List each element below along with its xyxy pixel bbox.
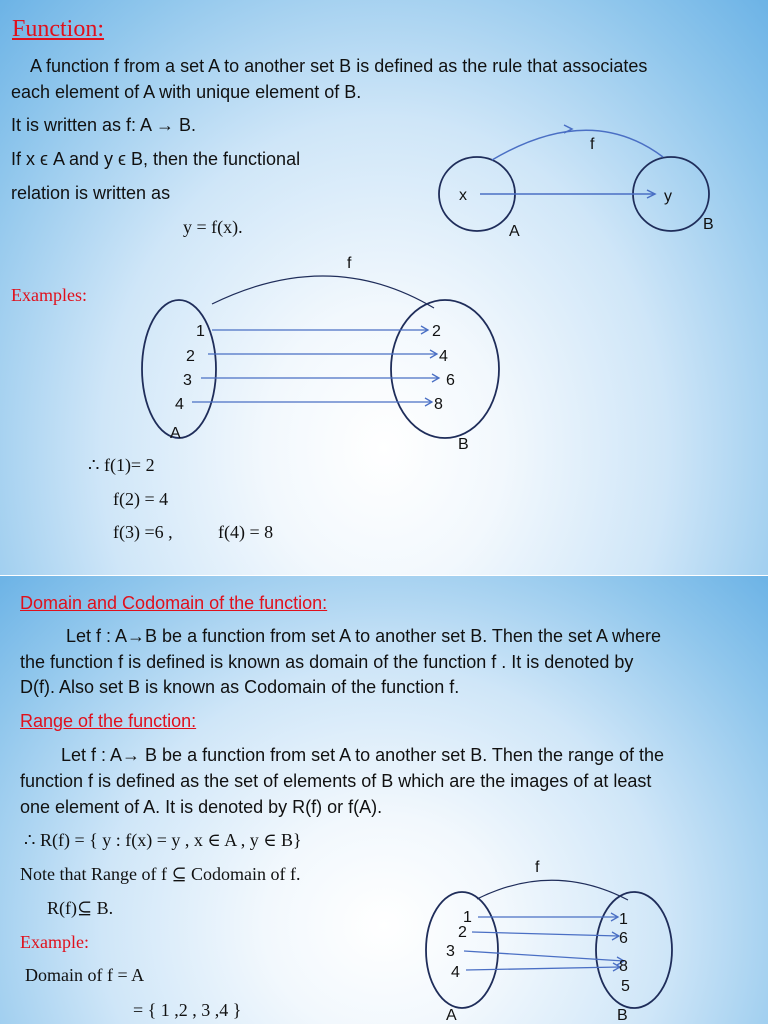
domain-element: 4 xyxy=(451,964,460,981)
definition-line-2: each element of A with unique element of B. xyxy=(11,82,362,102)
range-text-line-3: one element of A. It is denoted by R(f) or f(A). xyxy=(20,797,383,817)
codomain-element: 6 xyxy=(446,372,455,389)
mapping-arrow xyxy=(464,951,624,961)
domain-element: 1 xyxy=(463,909,472,926)
range-heading: Range of the function: xyxy=(20,711,197,731)
result-line-3: f(3) =6 , xyxy=(113,522,173,542)
if-line: If x ϵ A and y ϵ B, then the functional xyxy=(11,149,301,169)
domain-heading: Domain and Codomain of the function: xyxy=(20,593,328,613)
domain-element: 3 xyxy=(446,943,455,960)
subset-line: R(f)⊆ B. xyxy=(47,898,114,918)
set-b-label: B xyxy=(458,436,469,453)
example-heading: Example: xyxy=(20,932,89,952)
note-line: Note that Range of f ⊆ Codomain of f. xyxy=(20,864,301,884)
set-b-label: B xyxy=(703,216,714,233)
domain-text-line-2: the function f is defined is known as domain of the function f . It is denoted by xyxy=(20,652,634,672)
range-set-formula: ∴ R(f) = { y : f(x) = y , x ∈ A , y ∈ B} xyxy=(24,830,302,850)
codomain-element: 8 xyxy=(619,958,628,975)
codomain-element: 8 xyxy=(434,396,443,413)
range-example-diagram xyxy=(0,576,768,1024)
map-label: f xyxy=(590,136,595,153)
domain-text-line-3: D(f). Also set B is known as Codomain of the function f. xyxy=(20,677,460,697)
codomain-element: 5 xyxy=(621,978,630,995)
domain-of-f: Domain of f = A xyxy=(25,965,145,985)
map-label: f xyxy=(347,255,352,272)
result-line-1: ∴ f(1)= 2 xyxy=(88,455,155,475)
codomain-element: 2 xyxy=(432,323,441,340)
set-b-circle xyxy=(391,300,499,438)
codomain-element: 1 xyxy=(619,911,628,928)
set-a-circle xyxy=(142,300,216,438)
set-a-circle xyxy=(426,892,498,1008)
definition-line-1: A function f from a set A to another set B is defined as the rule that associates xyxy=(30,56,648,76)
domain-element: 3 xyxy=(183,372,192,389)
set-a-label: A xyxy=(170,425,181,442)
range-text-line-2: function f is defined as the set of elements of B which are the images of at least xyxy=(20,771,652,791)
result-line-4: f(4) = 8 xyxy=(218,522,274,542)
element-x: x xyxy=(459,187,467,204)
domain-element: 1 xyxy=(196,323,205,340)
slide-title: Function: xyxy=(12,16,105,42)
set-a-label: A xyxy=(509,223,520,240)
set-b-label: B xyxy=(617,1007,628,1024)
range-text-line-1: Let f : A→ B be a function from set A to another set B. Then the range of the xyxy=(61,745,665,765)
map-label: f xyxy=(535,859,540,876)
domain-element: 4 xyxy=(175,396,184,413)
result-line-2: f(2) = 4 xyxy=(113,489,169,509)
mapping-arrow xyxy=(466,967,620,970)
set-b-circle xyxy=(596,892,672,1008)
slide-domain-range xyxy=(0,576,768,1024)
mapping-arc xyxy=(477,880,628,900)
domain-element: 2 xyxy=(458,924,467,941)
relation-line: relation is written as xyxy=(11,183,171,203)
examples-heading: Examples: xyxy=(11,285,87,305)
set-a-label: A xyxy=(446,1007,457,1024)
written-as-line: It is written as f: A → B. xyxy=(11,115,197,135)
domain-set: = { 1 ,2 , 3 ,4 } xyxy=(133,1000,242,1020)
codomain-element: 4 xyxy=(439,348,448,365)
domain-text-line-1: Let f : A→B be a function from set A to another set B. Then the set A where xyxy=(66,626,662,646)
codomain-element: 6 xyxy=(619,930,628,947)
domain-element: 2 xyxy=(186,348,195,365)
mapping-arc xyxy=(212,276,434,308)
element-y: y xyxy=(664,188,672,205)
formula-line: y = f(x). xyxy=(183,217,243,237)
